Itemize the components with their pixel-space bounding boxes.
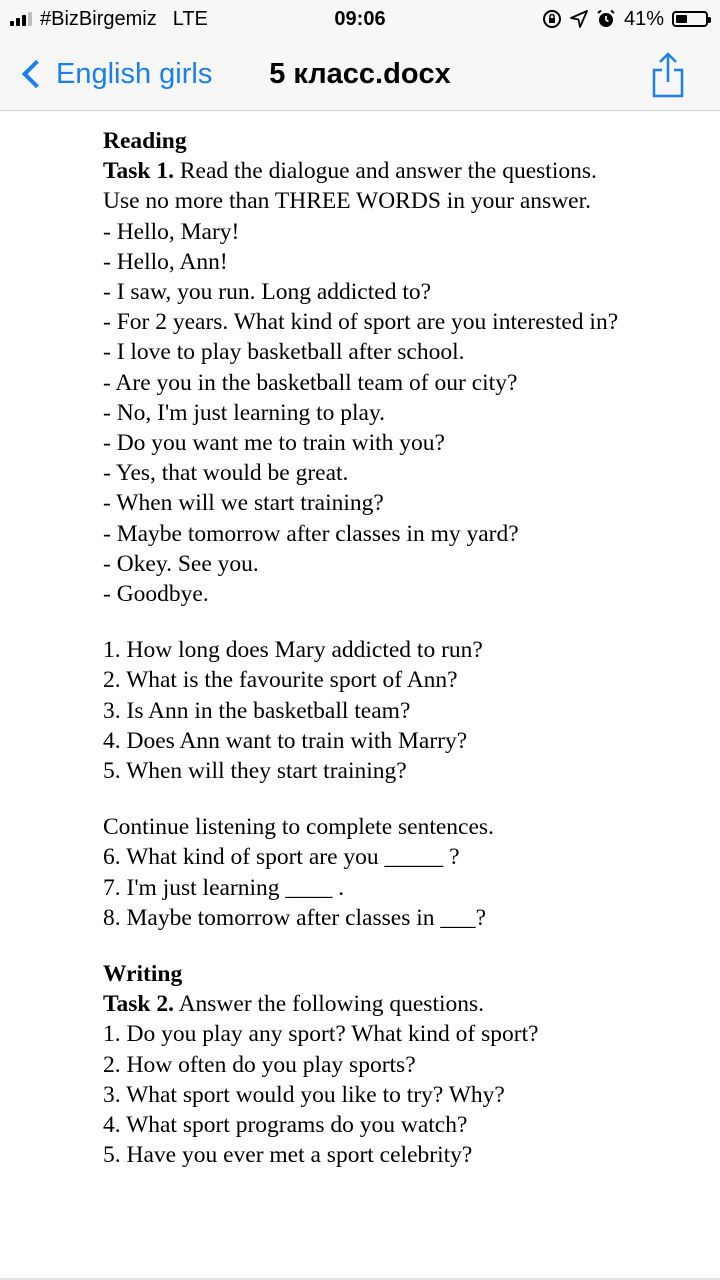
question-item: 5. When will they start training? — [103, 758, 407, 785]
task-2-text: Answer the following questions. — [173, 991, 485, 1018]
spacer — [103, 786, 703, 812]
dialogue-line: - I love to play basketball after school. — [103, 339, 465, 366]
task-2-label: Task 2. — [103, 991, 174, 1018]
task-1-instruction-line-2: Use no more than THREE WORDS in your answer. — [103, 188, 592, 215]
document-body — [103, 126, 703, 1171]
reading-questions — [103, 635, 703, 786]
question-item: 1. How long does Mary addicted to run? — [103, 637, 483, 664]
complete-sentences — [103, 842, 703, 933]
dialogue-line: - I saw, you run. Long addicted to? — [103, 279, 432, 306]
battery-percent: 41% — [623, 7, 664, 30]
writing-question-item: 2. How often do you play sports? — [103, 1051, 416, 1078]
question-item: 2. What is the favourite sport of Ann? — [103, 667, 458, 694]
dialogue-line: - Do you want me to train with you? — [103, 430, 445, 457]
back-button[interactable] — [18, 52, 212, 96]
task-1-instruction — [103, 156, 703, 186]
status-right — [542, 0, 708, 38]
sentence-item: 8. Maybe tomorrow after classes in ___? — [103, 904, 487, 931]
battery-fill — [676, 15, 687, 23]
writing-question-item: 3. What sport would you like to try? Why? — [103, 1081, 505, 1108]
dialogue — [103, 217, 703, 610]
status-time: 09:06 — [334, 7, 386, 30]
section-heading-reading: Reading — [103, 128, 187, 154]
back-button-label: English girls — [56, 57, 213, 90]
sentence-item: 6. What kind of sport are you _____ ? — [103, 844, 460, 871]
dialogue-line: - Hello, Ann! — [103, 248, 228, 275]
dialogue-line: - Hello, Mary! — [103, 218, 240, 245]
dialogue-line: - Yes, that would be great. — [103, 460, 349, 487]
question-item: 3. Is Ann in the basketball team? — [103, 697, 411, 724]
dialogue-line: - No, I'm just learning to play. — [103, 399, 386, 426]
location-arrow-icon — [570, 10, 588, 28]
dialogue-line: - When will we start training? — [103, 490, 384, 517]
continue-instruction: Continue listening to complete sentences. — [103, 814, 494, 841]
writing-question-item: 5. Have you ever met a sport celebrity? — [103, 1142, 473, 1169]
dialogue-line: - Goodbye. — [103, 581, 209, 608]
network-type: LTE — [172, 7, 208, 30]
task-2-instruction — [103, 989, 703, 1019]
spacer — [103, 933, 703, 959]
orientation-lock-icon — [542, 9, 562, 29]
task-1-text: Read the dialogue and answer the questions. — [173, 158, 597, 185]
writing-question-item: 1. Do you play any sport? What kind of sport? — [103, 1021, 539, 1048]
alarm-clock-icon — [596, 9, 616, 29]
carrier-name: #BizBirgemiz — [40, 7, 157, 30]
dialogue-line: - Maybe tomorrow after classes in my yard? — [103, 520, 519, 547]
status-bar — [0, 0, 720, 38]
dialogue-line: - Are you in the basketball team of our city? — [103, 369, 518, 396]
writing-question-item: 4. What sport programs do you watch? — [103, 1112, 468, 1139]
dialogue-line: - For 2 years. What kind of sport are you interested in? — [103, 309, 619, 336]
battery-icon — [672, 11, 708, 27]
document-title: 5 класс.docx — [269, 57, 451, 90]
spacer — [103, 609, 703, 635]
chevron-left-icon — [22, 60, 50, 88]
share-icon[interactable] — [650, 52, 686, 98]
dialogue-line: - Okey. See you. — [103, 550, 259, 577]
battery-nub — [708, 17, 711, 23]
task-1-label: Task 1. — [103, 158, 174, 185]
writing-questions — [103, 1019, 703, 1170]
navigation-bar — [0, 38, 720, 111]
section-heading-writing: Writing — [103, 961, 183, 988]
question-item: 4. Does Ann want to train with Marry? — [103, 727, 468, 754]
sentence-item: 7. I'm just learning ____ . — [103, 874, 345, 901]
